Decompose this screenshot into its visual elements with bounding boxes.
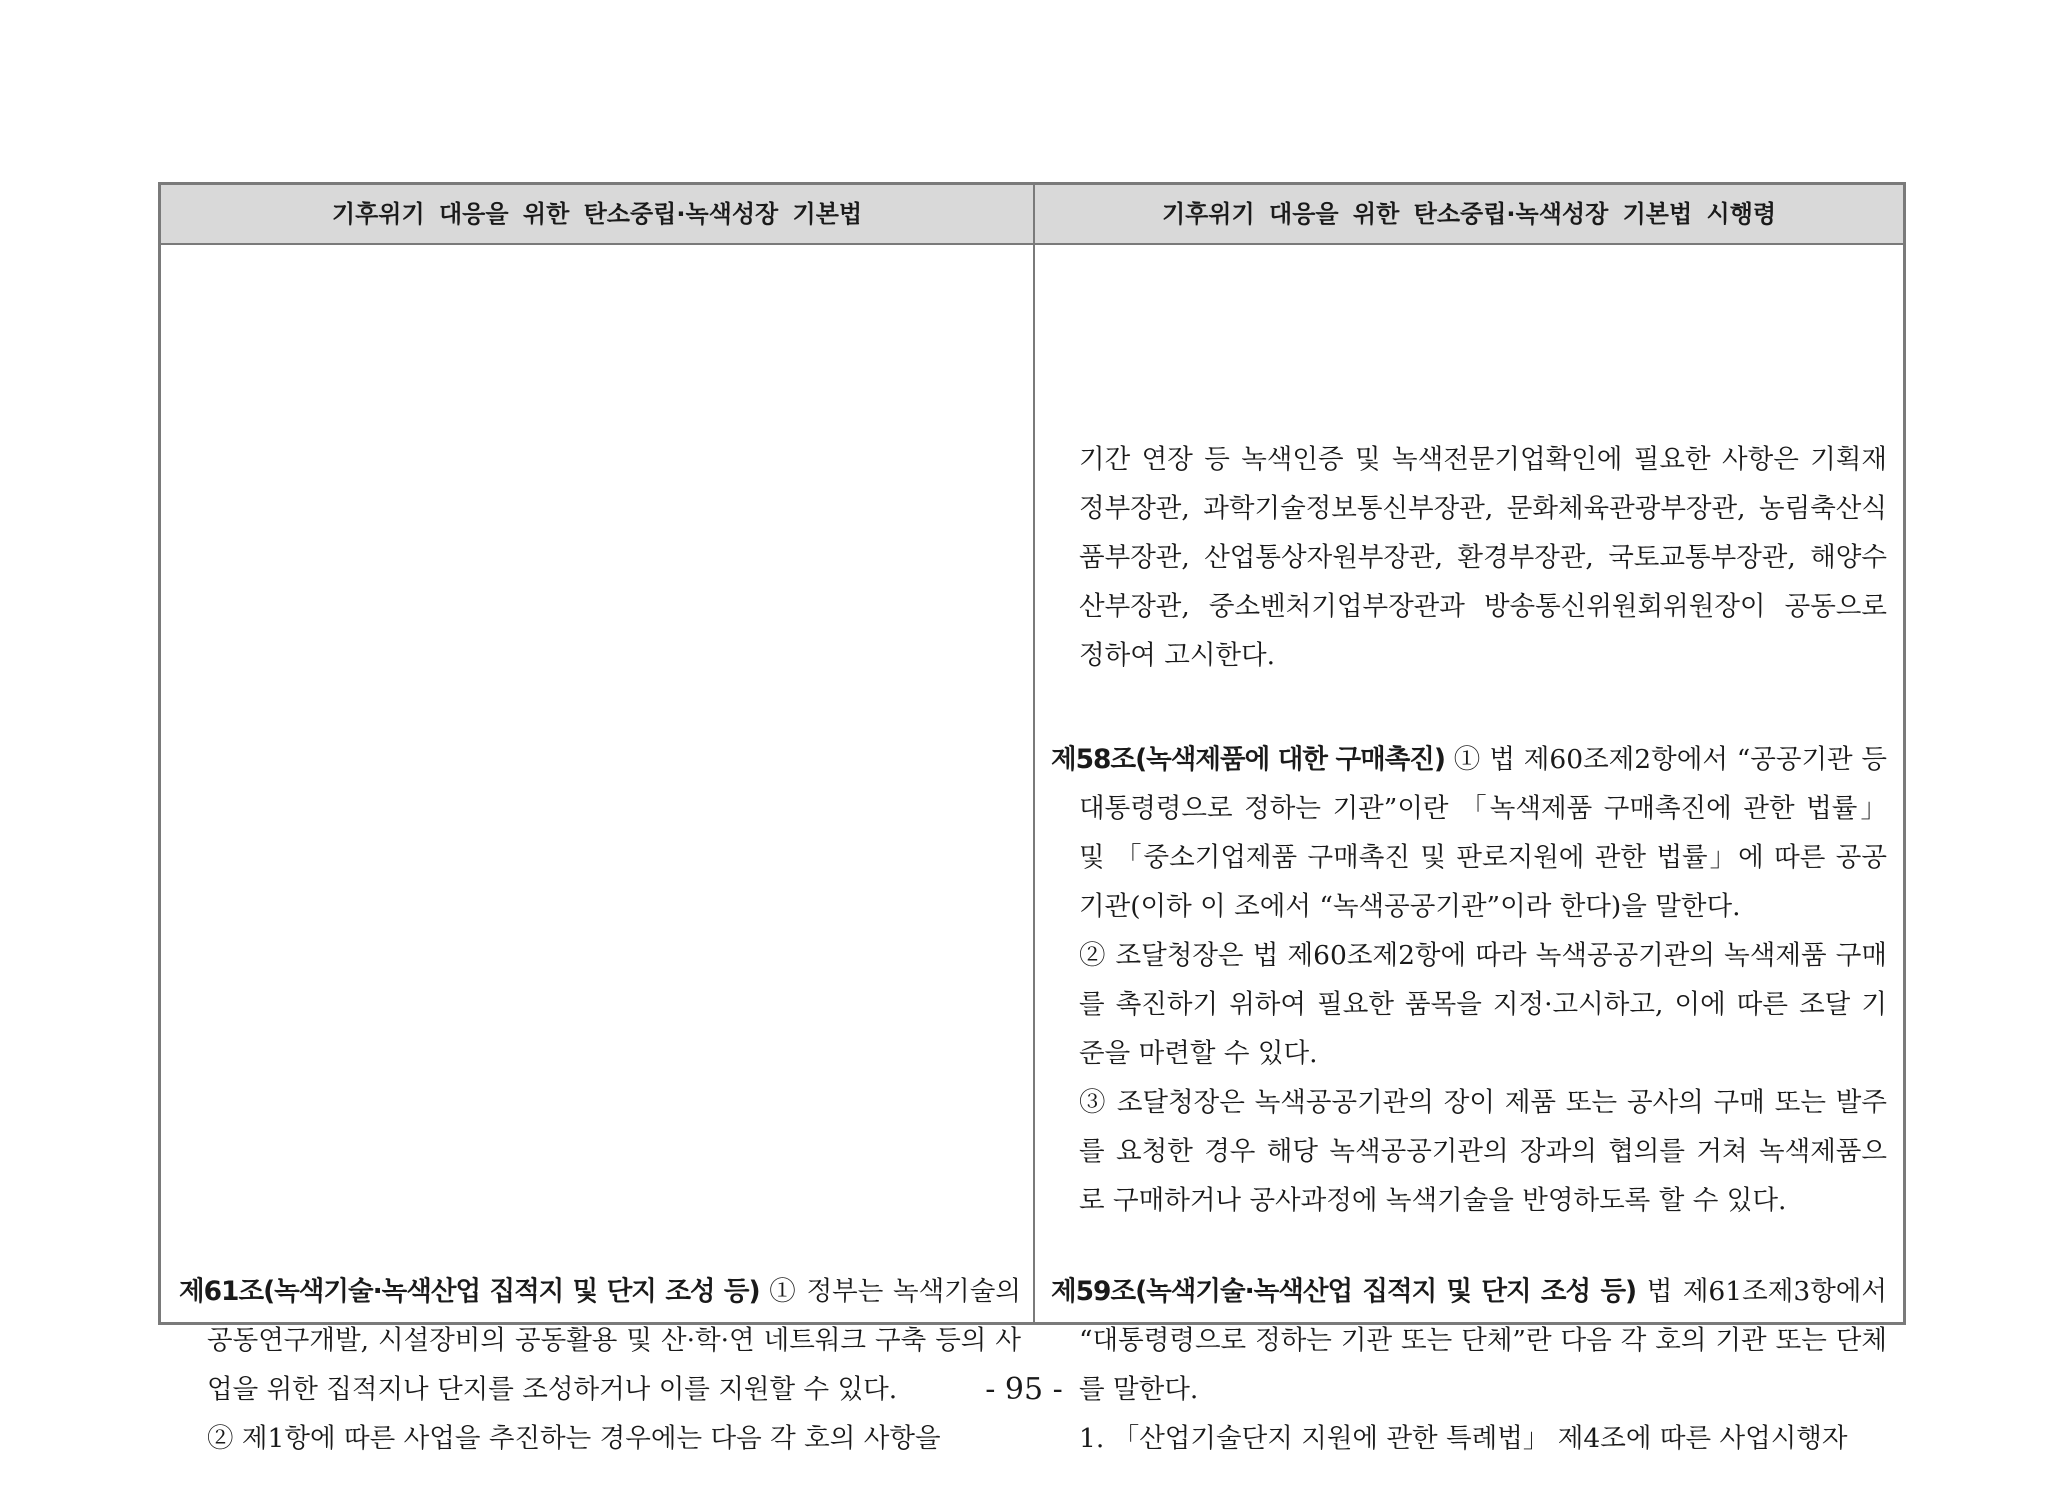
article-59-p1-text: 법 제61조제3항에서 “대통령령으로 정하는 기관 또는 단체”란 다음 각 호의 기관 또는 단체를 말한다. (1079, 1276, 1887, 1405)
article-58-title: 제58조(녹색제품에 대한 구매촉진) (1051, 744, 1446, 775)
header-decree: 기후위기 대응을 위한 탄소중립·녹색성장 기본법 시행령 (1161, 200, 1777, 228)
decree-article-59 (1051, 1267, 1887, 1463)
article-58-paragraph-1 (1051, 735, 1887, 931)
table-header-row (161, 185, 1903, 245)
page-number: - 95 - (985, 1372, 1063, 1407)
article-58-paragraph-3: ③ 조달청장은 녹색공공기관의 장이 제품 또는 공사의 구매 또는 발주를 요청한 경우 해당 녹색공공기관의 장과의 협의를 거쳐 녹색제품으로 구매하거나 공사과정에 녹색기술을 반영하도록 할 수 있다. (1079, 1087, 1887, 1216)
act-article-61 (179, 1267, 1021, 1463)
article-58-paragraph-2: ② 조달청장은 법 제60조제2항에 따라 녹색공공기관의 녹색제품 구매를 촉진하기 위하여 필요한 품목을 지정·고시하고, 이에 따른 조달 기준을 마련할 수 있다. (1079, 940, 1887, 1069)
column-divider (1033, 185, 1035, 1322)
decree-continuation-text (1051, 435, 1887, 680)
article-59-title: 제59조(녹색기술·녹색산업 집적지 및 단지 조성 등) (1051, 1276, 1637, 1307)
article-61-p1-text: ① 정부는 녹색기술의 공동연구개발, 시설장비의 공동활용 및 산·학·연 네트워크 구축 등의 사업을 위한 집적지나 단지를 조성하거나 이를 지원할 수 있다. (207, 1276, 1021, 1405)
decree-article-58 (1051, 735, 1887, 1225)
article-61-paragraph-2: ② 제1항에 따른 사업을 추진하는 경우에는 다음 각 호의 사항을 (207, 1423, 941, 1454)
article-61-title: 제61조(녹색기술·녹색산업 집적지 및 단지 조성 등) (179, 1276, 760, 1307)
article-58-p1-text: ① 법 제60조제2항에서 “공공기관 등 대통령령으로 정하는 기관”이란 「녹색제품 구매촉진에 관한 법률」 및 「중소기업제품 구매촉진 및 판로지원에 관한 법률」에 따른 공공기관(이하 이 조에서 “녹색공공기관”이라 한다)을 말한다. (1079, 744, 1888, 922)
continuation-paragraph: 기간 연장 등 녹색인증 및 녹색전문기업확인에 필요한 사항은 기획재정부장관, 과학기술정보통신부장관, 문화체육관광부장관, 농림축산식품부장관, 산업통상자원부장관, 환경부장관, 국토교통부장관, 해양수산부장관, 중소벤처기업부장관과 방송통신위원회위원장이 공동으로 정하여 고시한다. (1079, 444, 1887, 671)
header-act: 기후위기 대응을 위한 탄소중립·녹색성장 기본법 (331, 200, 863, 228)
article-59-item-1: 1. 「산업기술단지 지원에 관한 특례법」 제4조에 따른 사업시행자 (1079, 1423, 1848, 1454)
